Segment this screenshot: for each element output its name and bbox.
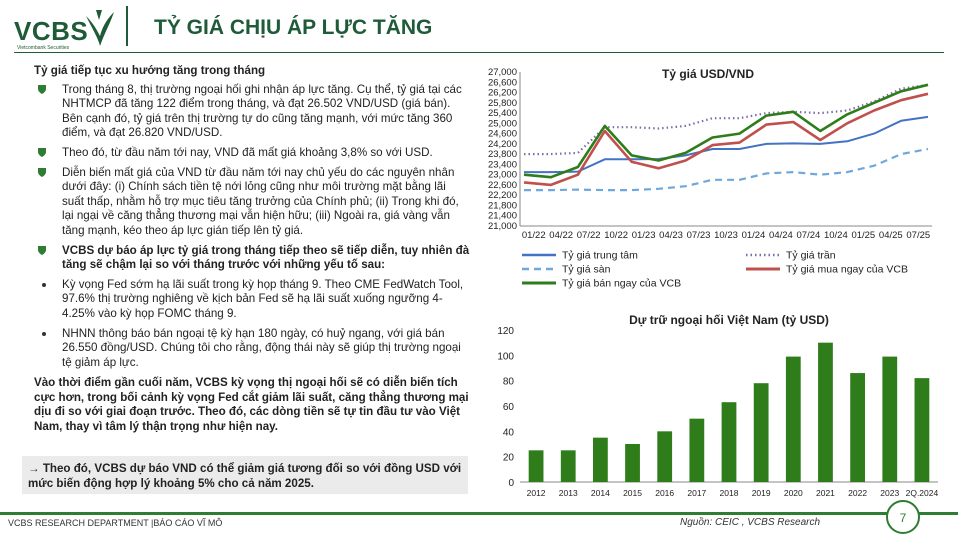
- y-tick-label: 23,400: [487, 159, 517, 171]
- y-tick-label: 120: [497, 326, 514, 337]
- y-tick-label: 24,200: [487, 138, 517, 150]
- item-text: VCBS dự báo áp lực tỷ giá trong tháng tiếp theo sẽ tiếp diễn, tuy nhiên đà tăng sẽ chậm lại so với tháng trước với những yếu tố sau:: [62, 243, 470, 272]
- x-tick-label: 04/25: [878, 230, 903, 241]
- section-heading: Tỷ giá tiếp tục xu hướng tăng trong tháng: [34, 64, 266, 77]
- bar: [657, 431, 672, 482]
- bar: [722, 402, 737, 482]
- list-item: [34, 83, 470, 141]
- bar: [882, 357, 897, 482]
- header-divider: [126, 6, 128, 46]
- y-tick-label: 100: [497, 351, 514, 363]
- conclusion-text: → Theo đó, VCBS dự báo VND có thể giảm giá tương đối so với đồng USD với mức biến động hợp lý khoảng 5% cho cả năm 2025.: [28, 462, 462, 490]
- item-text: Diễn biến mất giá của VND từ đầu năm tới nay chủ yếu do các nguyên nhân dưới đây: (i) Chính sách tiền tệ nới lỏng cũng như môi trường mặt bằng lãi suất thấp, nhằm hỗ trợ mục tiêu tăng trưởng của Chính phủ; (ii) Trong khi đó, lại ngại về căng thẳng thương mại vẫn hiện hữu; (iii) Ngoài ra, giá vàng vẫn tăng mạnh, kéo theo áp lực gián tiếp lên tỷ giá.: [62, 165, 459, 237]
- bar: [689, 419, 704, 482]
- header-rule: [14, 52, 944, 53]
- x-tick-label: 2014: [590, 488, 610, 498]
- x-tick-label: 04/24: [769, 230, 793, 241]
- legend-label: Tỷ giá sàn: [562, 263, 611, 276]
- fx-reserves-chart: [474, 302, 942, 512]
- x-tick-label: 10/23: [714, 230, 738, 241]
- y-tick-label: 22,200: [487, 190, 517, 202]
- list-item: [34, 244, 470, 273]
- page-title: TỶ GIÁ CHỊU ÁP LỰC TĂNG: [154, 16, 433, 39]
- y-tick-label: 23,000: [487, 169, 517, 181]
- bar: [593, 438, 608, 482]
- x-tick-label: 01/25: [851, 230, 876, 241]
- shield-bullet-icon: [38, 246, 46, 255]
- commentary: [34, 64, 470, 435]
- x-tick-label: 2018: [719, 488, 739, 498]
- x-tick-label: 01/22: [521, 230, 546, 241]
- item-text: Trong tháng 8, thị trường ngoại hối ghi nhận áp lực tăng. Cụ thể, tỷ giá tại các NHTMCP đã tăng 122 điểm trong tháng, và đạt 26.502 VND/USD (giá bán). Bên cạnh đó, tỷ giá trên thị trường tự do cũng tăng mạnh, với mức tăng 360 điểm, và đạt 26.820 VND/USD.: [62, 82, 462, 140]
- conclusion-box: [22, 456, 468, 494]
- outlook-paragraph: Vào thời điểm gần cuối năm, VCBS kỳ vọng thị ngoại hối sẽ có diễn biến tích cực hơn, trong bối cảnh kỳ vọng Fed cắt giảm lãi suất, căng thẳng thương mại dịu đi so với giai đoạn trước. Theo đó, các dòng tiền sẽ tự tin đầu tư vào Việt Nam, thay vì tâm lý thận trọng như hiện nay.: [34, 376, 469, 434]
- page-number: 7: [886, 500, 920, 534]
- bar: [625, 444, 640, 482]
- chart-title: Dự trữ ngoại hối Việt Nam (tỷ USD): [629, 313, 829, 327]
- bar: [850, 373, 865, 482]
- y-tick-label: 21,400: [487, 210, 517, 222]
- dot-bullet-icon: [42, 332, 46, 336]
- y-tick-label: 21,800: [487, 200, 517, 212]
- sub-bullet: [34, 327, 470, 371]
- list-item: [34, 166, 470, 239]
- y-tick-label: 80: [502, 376, 514, 388]
- x-tick-label: 07/24: [796, 230, 821, 241]
- y-tick-label: 25,000: [487, 118, 517, 130]
- legend-label: Tỷ giá trần: [786, 249, 836, 262]
- x-tick-label: 2022: [848, 488, 868, 498]
- y-tick-label: 27,000: [487, 67, 517, 78]
- legend-label: Tỷ giá bán ngay của VCB: [562, 277, 682, 290]
- y-tick-label: 25,800: [487, 97, 517, 109]
- legend-label: Tỷ giá trung tâm: [562, 249, 638, 262]
- y-tick-label: 25,400: [487, 108, 517, 120]
- bar: [915, 378, 930, 482]
- logo-tagline: Vietcombank Securities: [17, 45, 70, 51]
- y-tick-label: 60: [502, 402, 514, 413]
- y-tick-label: 26,600: [487, 77, 517, 89]
- source-note: Nguồn: CEIC , VCBS Research: [680, 517, 821, 528]
- y-tick-label: 26,200: [487, 87, 517, 99]
- y-tick-label: 0: [508, 478, 514, 489]
- x-tick-label: 10/24: [823, 230, 848, 241]
- bar: [561, 450, 576, 482]
- bar: [529, 450, 544, 482]
- bullet-text: NHNN thông báo bán ngoại tệ kỳ hạn 180 ngày, có huỷ ngang, với giá bán 26.550 đồng/USD. Chúng tôi cho rằng, động thái này sẽ giúp thị trường ngoại tệ giảm áp lực.: [62, 326, 461, 369]
- x-tick-label: 2012: [526, 488, 546, 498]
- x-tick-label: 2017: [687, 488, 707, 498]
- list-item: [34, 146, 470, 161]
- footer-label: VCBS RESEARCH DEPARTMENT |BÁO CÁO VĨ MÔ: [8, 518, 223, 528]
- chart-title: Tỷ giá USD/VND: [661, 67, 755, 81]
- series-line-4: [524, 94, 928, 185]
- y-tick-label: 24,600: [487, 128, 517, 140]
- footer-rule: [0, 512, 958, 515]
- x-tick-label: 2016: [655, 488, 675, 498]
- bullet-text: Kỳ vọng Fed sớm hạ lãi suất trong kỳ họp tháng 9. Theo CME FedWatch Tool, 97.6% thị trường nghiêng về kịch bản Fed sẽ hạ lãi suất xuống ngưỡng 4-4.25% vào kỳ họp FOMC tháng 9.: [62, 277, 464, 320]
- x-tick-label: 2015: [623, 488, 642, 498]
- shield-bullet-icon: [38, 85, 46, 94]
- x-tick-label: 07/22: [576, 230, 601, 241]
- legend-label: Tỷ giá mua ngay của VCB: [786, 263, 908, 276]
- logo-text: VCBS: [14, 16, 89, 46]
- shield-bullet-icon: [38, 168, 46, 177]
- y-tick-label: 22,600: [487, 179, 517, 191]
- fx-rate-chart: [474, 62, 942, 302]
- shield-bullet-icon: [38, 148, 46, 157]
- x-tick-label: 04/23: [659, 230, 683, 241]
- y-tick-label: 23,800: [487, 149, 517, 161]
- vcbs-logo: [14, 10, 124, 56]
- x-tick-label: 2021: [816, 488, 835, 498]
- bar: [818, 343, 833, 482]
- bar: [754, 383, 769, 482]
- y-tick-label: 21,000: [487, 221, 517, 232]
- x-tick-label: 07/25: [906, 230, 931, 241]
- x-tick-label: 01/23: [631, 230, 656, 241]
- bar: [786, 357, 801, 482]
- y-tick-label: 40: [502, 427, 514, 439]
- x-tick-label: 2Q.2024: [905, 488, 939, 498]
- x-tick-label: 10/22: [604, 230, 629, 241]
- sub-bullet: [34, 278, 470, 322]
- leaf-icon: [82, 8, 116, 48]
- x-tick-label: 2020: [783, 488, 803, 498]
- x-tick-label: 01/24: [741, 230, 766, 241]
- dot-bullet-icon: [42, 283, 46, 287]
- y-tick-label: 20: [502, 452, 514, 464]
- x-tick-label: 07/23: [686, 230, 711, 241]
- item-text: Theo đó, từ đầu năm tới nay, VND đã mất giá khoảng 3,8% so với USD.: [62, 145, 433, 159]
- x-tick-label: 04/22: [549, 230, 574, 241]
- x-tick-label: 2013: [558, 488, 578, 498]
- x-tick-label: 2023: [880, 488, 900, 498]
- x-tick-label: 2019: [751, 488, 771, 498]
